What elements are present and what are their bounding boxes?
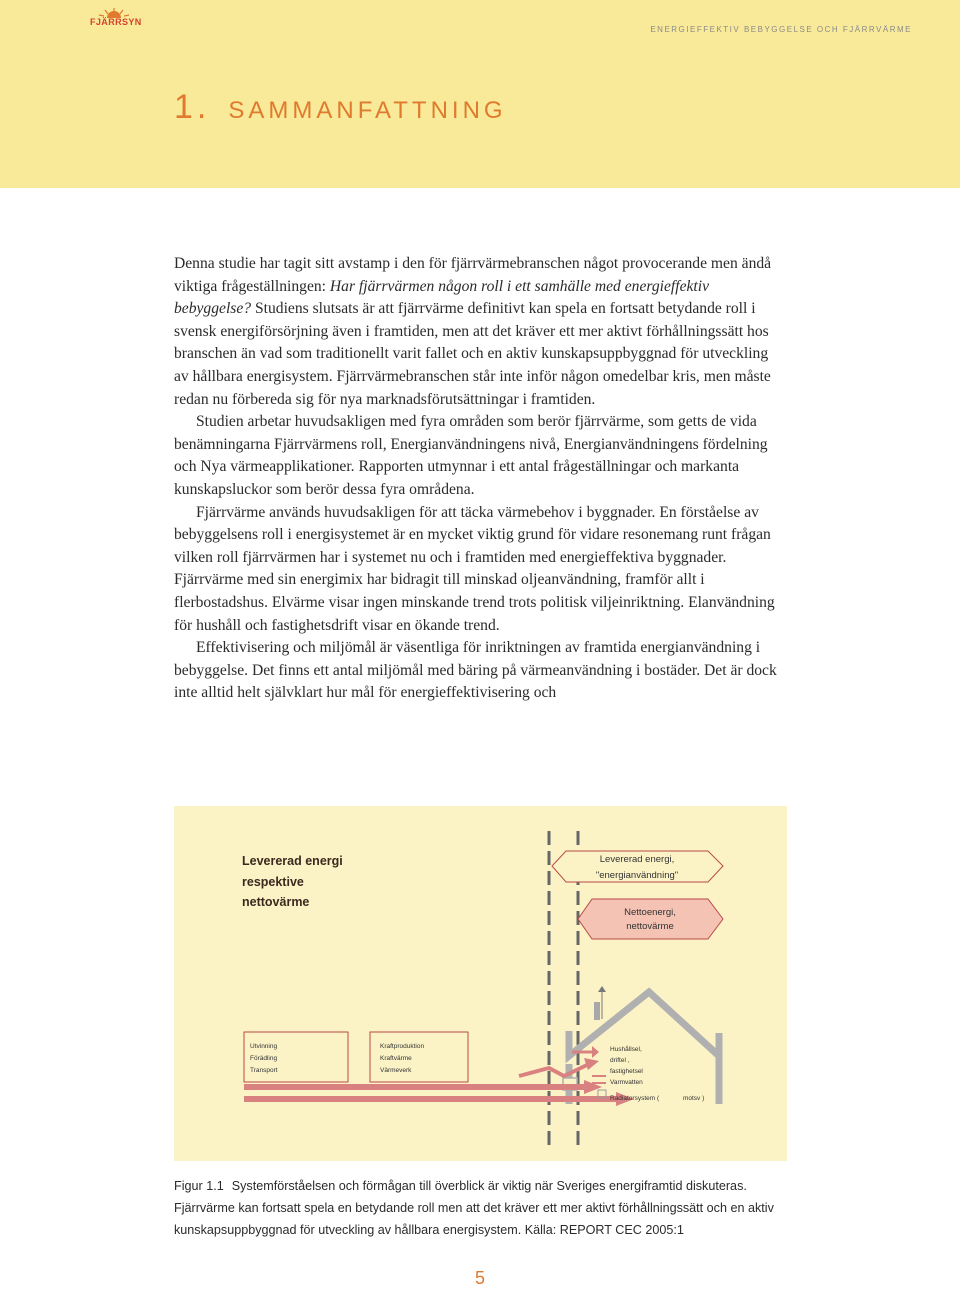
production-labels xyxy=(380,1041,424,1077)
p1-start: Denna studie har tagit sitt avstamp i den för fjärrvärmebranschen något provocerande men ändå viktiga frågeställningen: xyxy=(174,255,772,295)
house-label-hot-water: Varmvatten xyxy=(610,1079,643,1086)
flow-arrow-lower xyxy=(244,1096,616,1102)
page-number: 5 xyxy=(474,1268,485,1288)
flow-arrow-upper xyxy=(244,1084,584,1090)
extraction-labels xyxy=(250,1041,278,1077)
figure-diagram xyxy=(174,806,787,1161)
house-arrow-1 xyxy=(592,1046,599,1058)
figure-title-line-2: respektive xyxy=(242,874,304,889)
figure-title-line-1: Levererad energi xyxy=(242,854,343,868)
caption-text: Systemförståelsen och förmågan till överblick är viktig när Sveriges energiframtid diskuteras. Fjärrvärme kan fortsatt spela en betydande roll men att det kräver ett mer aktivt förhållningssätt och en aktiv kunskapsuppbyggnad för utveckling av hållbara energisystem. Källa: REPORT CEC 2005:1 xyxy=(174,1179,774,1237)
extraction-label-3: Transport xyxy=(250,1067,278,1074)
house-label-radiator xyxy=(610,1093,704,1105)
net-energy-line-1: Nettoenergi, xyxy=(624,907,676,918)
production-label-2: Kraftvärme xyxy=(380,1055,412,1062)
chimney xyxy=(594,1002,600,1020)
logo-text: FJÄRRSYN xyxy=(90,17,142,27)
body-text xyxy=(174,253,784,705)
paragraph-1 xyxy=(174,253,784,411)
net-energy-label xyxy=(592,906,708,934)
chapter-heading xyxy=(174,88,507,127)
chapter-number: 1. xyxy=(174,88,211,126)
running-header: ENERGIEFFEKTIV BEBYGGELSE OCH FJÄRRVÄRME xyxy=(650,25,912,34)
production-label-1: Kraftproduktion xyxy=(380,1043,425,1050)
delivered-energy-label xyxy=(566,852,708,884)
production-label-3: Värmeverk xyxy=(380,1067,412,1074)
paragraph-2: Studien arbetar huvudsakligen med fyra områden som berör fjärrvärme, som getts de vida benämningarna Fjärrvärmens roll, Energianvändningens nivå, Energianvändningens fördelning och Nya värmeapplikationer. Rapporten utmynnar i ett antal frågeställningar och markanta kunskapsluckor som berör dessa fyra områdena. xyxy=(174,413,768,498)
house-roof xyxy=(569,992,719,1056)
extraction-label-1: Utvinning xyxy=(250,1043,278,1050)
paragraph-4: Effektivisering och miljömål är väsentliga för inriktningen av framtida energianvändning i bebyggelse. Det finns ett antal miljömål med bäring på värmeanvändning i bostäder. Det är dock inte alltid helt självklart hur mål för energieffektivisering och xyxy=(174,639,777,702)
house-label-household-el: Hushållsel, xyxy=(610,1046,642,1053)
house-labels xyxy=(610,1044,643,1077)
house-label-fastighetsel: fastighetsel xyxy=(610,1068,643,1075)
radiator-text: Radiatorsystem ( xyxy=(610,1095,660,1102)
chimney-arrow-icon xyxy=(598,986,606,992)
extraction-label-2: Förädling xyxy=(250,1055,278,1062)
delivered-energy-line-2: "energianvändning" xyxy=(595,870,679,881)
p1-italic-question: Har fjärrvärmen någon roll i ett samhälle med energieffektiv bebyggelse? xyxy=(174,277,709,318)
p1-end: Studiens slutsats är att fjärrvärme definitivt kan spela en fortsatt betydande roll i svensk energiförsörjning även i framtiden, men att det kräver ett mer aktivt förhållningssätt hos branschen än vad som traditionellt varit fallet och en aktiv kunskapsuppbyggnad för utveckling av hållbara energisystem. Fjärrvärmebranschen står inte inför någon omedelbar kris, men måste redan nu förbereda sig för nya marknadsförutsättningar i framtiden. xyxy=(174,300,771,408)
net-energy-line-2: nettovärme xyxy=(626,921,674,932)
caption-label: Figur 1.1 xyxy=(174,1179,224,1193)
paragraph-3: Fjärrvärme används huvudsakligen för att täcka värmebehov i byggnader. En förståelse av bebyggelsens roll i energisystemet är en mycket viktig grund för vidare resonemang runt frågan vilken roll fjärrvärmen har i systemet nu och i framtiden med energieffektiva byggnader. Fjärrvärme med sin energimix har bidragit till minskad oljeanvändning, framför allt i flerbostadshus. Elvärme visar ingen minskande trend trots politisk viljeinriktning. Elanvändning för hushåll och fastighetsdrift visar en ökande trend. xyxy=(174,503,775,634)
radiator-equiv-text: motsv ) xyxy=(682,1095,705,1102)
figure-caption xyxy=(174,1175,794,1241)
electricity-arrowhead xyxy=(584,1058,599,1070)
figure-title-line-3: nettovärme xyxy=(242,895,310,909)
house-label-drift-el: driftel , xyxy=(610,1057,630,1064)
figure-title xyxy=(242,851,343,913)
delivered-energy-line-1: Levererad energi, xyxy=(599,854,675,865)
chapter-title: sammanfattning xyxy=(228,88,507,126)
